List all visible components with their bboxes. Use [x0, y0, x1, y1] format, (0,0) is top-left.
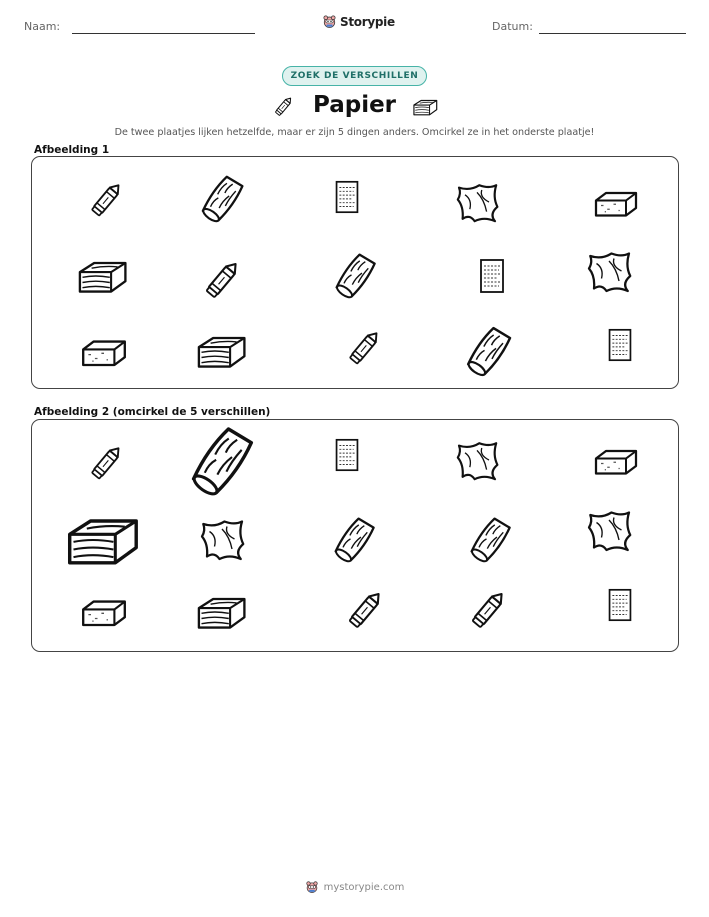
paper-bag-icon[interactable]: [453, 436, 501, 484]
name-line[interactable]: [72, 33, 255, 34]
log-icon[interactable]: [466, 514, 516, 564]
wood-block-icon[interactable]: [64, 502, 140, 578]
wood-block-icon[interactable]: [195, 586, 247, 638]
eraser-icon[interactable]: [78, 586, 130, 638]
activity-badge: ZOEK DE VERSCHILLEN: [282, 66, 427, 86]
crayon-icon: [344, 326, 386, 368]
paper-icon: [472, 256, 512, 296]
paper-icon[interactable]: [601, 586, 639, 624]
name-label: Naam:: [24, 20, 61, 33]
footer: [0, 880, 709, 894]
crayon-icon: [86, 178, 128, 220]
log-icon: [197, 172, 249, 224]
crayon-icon[interactable]: [343, 586, 389, 632]
eraser-icon: [78, 326, 130, 378]
log-icon: [462, 323, 517, 378]
eraser-icon[interactable]: [591, 436, 641, 486]
eraser-icon: [591, 178, 641, 228]
paper-bag-icon: [453, 178, 501, 226]
crayon-icon[interactable]: [86, 441, 128, 483]
footer-url[interactable]: mystorypie.com: [323, 881, 405, 893]
storypie-logo-icon: [322, 14, 337, 29]
paper-icon: [328, 178, 366, 216]
panel-2-label: Afbeelding 2 (omcirkel de 5 verschillen): [34, 406, 271, 418]
paper-icon[interactable]: [328, 436, 366, 474]
date-line[interactable]: [539, 33, 686, 34]
storypie-logo: [322, 14, 395, 29]
eraser-icon: [410, 94, 440, 120]
date-label: Datum:: [492, 20, 533, 33]
crayon-icon[interactable]: [466, 586, 512, 632]
wood-block-icon: [195, 325, 247, 377]
paper-bag-icon[interactable]: [584, 505, 634, 555]
panel-1-label: Afbeelding 1: [34, 144, 110, 156]
page-title: Papier: [312, 92, 397, 118]
storypie-footer-icon: [305, 880, 319, 894]
paper-bag-icon: [584, 246, 634, 296]
paper-bag-icon[interactable]: [197, 514, 247, 564]
wood-block-icon: [76, 250, 128, 302]
log-icon[interactable]: [185, 422, 261, 498]
paper-icon: [601, 326, 639, 364]
crayon-icon: [200, 256, 246, 302]
brand-name: Storypie: [340, 14, 395, 29]
log-icon[interactable]: [330, 514, 380, 564]
log-icon: [331, 250, 381, 300]
instructions: De twee plaatjes lijken hetzelfde, maar er zijn 5 dingen anders. Omcirkel ze in het onderste plaatje!: [114, 127, 595, 138]
